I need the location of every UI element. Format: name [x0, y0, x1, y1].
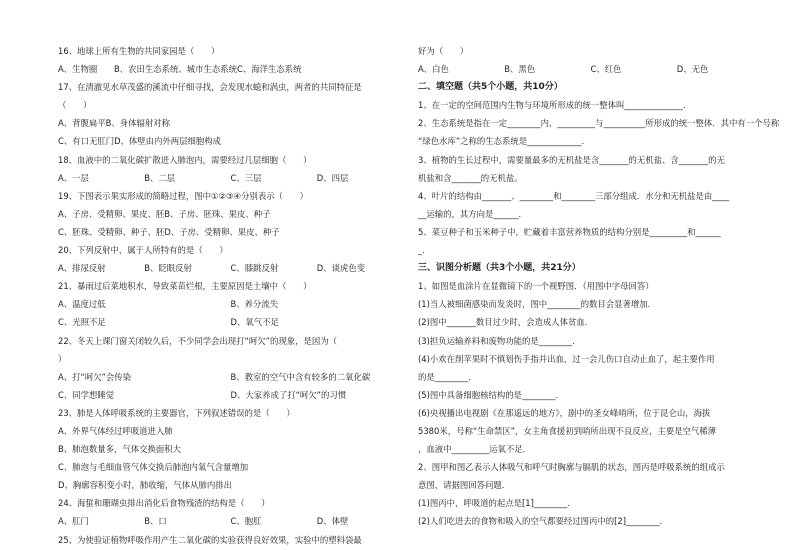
option: B、教室的空气中含有较多的二氧化碳: [230, 371, 371, 382]
question-16-options: A、生物圈 B、农田生态系统、城市生态系统C、海洋生态系统: [58, 64, 302, 75]
fill-question-3: 3、植物的生长过程中，需要量最多的无机盐是含_______的无机盐、含_______的无: [418, 154, 725, 165]
option: A、白色: [418, 64, 449, 75]
option: B、养分流失: [230, 299, 279, 310]
analysis-question-2-part-1: (1)图丙中，呼吸道的起点是[1]________．: [418, 498, 576, 509]
option: B、二层: [144, 172, 176, 183]
fill-question-1: 1、在一定的空间范围内生物与环境所形成的统一整体叫______________．: [418, 100, 692, 111]
analysis-question-1-part-4: (4)小欢在削苹果时不慎划伤手指并出血，过一会儿伤口自动止血了，起主要作用: [418, 353, 715, 364]
question-19-option-c: C、胚珠、受精卵、种子、胚D、子房、受精卵、果皮、种子: [58, 226, 280, 237]
question-23-option-b: B、肺泡数量多，气体交换面积大: [58, 444, 181, 455]
question-18-options: [58, 169, 403, 187]
question-25-continued: 好为（ ）: [418, 46, 469, 56]
option: C、膝跳反射: [230, 263, 279, 274]
question-17-option-a: A、背腹扁平B、身体辐射对称: [58, 118, 170, 129]
analysis-question-1-part-3: (3)担负运输养料和废物功能的是________．: [418, 335, 581, 346]
question-23-option-d: D、胸廓容积变小时，肺收缩，气体从肺内排出: [58, 480, 232, 491]
question-19-option-a: A、子房、受精卵、果皮、胚B、子房、胚珠、果皮、种子: [58, 208, 271, 219]
question-22-options-1: [58, 368, 403, 386]
option: D、氧气不足: [230, 317, 279, 328]
option: C、胞肛: [230, 516, 262, 527]
analysis-question-1-part-6: (6)央视播出电视剧《在那遥远的地方》，剧中的圣女峰哨所，位于昆仑山，海拔: [418, 407, 711, 418]
section-figure-analysis-heading: 三、识图分析题（共3个小题，共21分）: [418, 263, 581, 274]
question-23-option-c: C、肺泡与毛细血管气体交换后肺泡内氧气含量增加: [58, 462, 249, 473]
option: B、眨眼反射: [144, 263, 192, 274]
fill-question-2: 2、生态系统是指在一定________内，_________与__________所形成的统一整体．其中有一个号称: [418, 118, 780, 129]
fill-question-4-continued: __运输的，其方向是______．: [418, 208, 527, 219]
option: A、温度过低: [58, 299, 106, 310]
fill-question-5-continued: _．: [418, 245, 431, 256]
option: A、打“呵欠”会传染: [58, 371, 132, 382]
right-column: [418, 42, 780, 531]
analysis-question-1-part-6-line-2: 5380米，号称“生命禁区”，女主角食援初到哨所出现不良反应，主要是空气稀薄: [418, 425, 716, 436]
option: B、口: [144, 516, 167, 527]
question-22-bracket: ）: [58, 353, 67, 364]
question-20-options: [58, 259, 403, 277]
question-22: 22、冬天上课门窗关闭较久后，不少同学会出现打“呵欠”的现象，是因为（: [58, 335, 337, 346]
option: D、大家养成了打“呵欠”的习惯: [230, 389, 347, 400]
analysis-question-1: 1、如图是血涂片在显微镜下的一个视野图．（用图中字母回答）: [418, 281, 654, 292]
analysis-question-1-part-5: (5)图中具备细胞核结构的是________．: [418, 389, 564, 400]
option: A、一层: [58, 172, 89, 183]
option: C、红色: [590, 64, 622, 75]
question-23: 23、肺是人体呼吸系统的主要器官，下列叙述错误的是（ ）: [58, 407, 295, 418]
question-21-options-2: [58, 313, 403, 331]
question-17-bracket: （ ）: [58, 100, 92, 111]
option: A、排尿反射: [58, 263, 106, 274]
analysis-question-2: 2、图甲和图乙表示人体吸气和呼气时胸廓与膈肌的状态，图丙是呼吸系统的组成示: [418, 462, 725, 473]
analysis-question-1-part-4-continued: 的是________．: [418, 371, 477, 382]
question-21: 21、暴雨过后菜地积水，导致菜苗烂根，主要原因是土壤中（ ）: [58, 281, 312, 292]
question-17: 17、在清澈见水草茂盛的溪流中仔细寻找，会发现水螅和涡虫，两者的共同特征是: [58, 82, 362, 93]
left-column: [58, 42, 403, 549]
question-20: 20、下列反射中，属于人所特有的是（ ）: [58, 245, 228, 256]
analysis-question-1-part-1: (1)当人被细菌感染而发炎时，图中________的数目会显著增加．: [418, 299, 656, 310]
question-23-option-a: A、外界气体经过呼吸道进入肺: [58, 425, 173, 436]
question-24: 24、海蜇和珊瑚虫排出消化后食物残渣的结构是（ ）: [58, 498, 270, 509]
question-25-options: [418, 60, 763, 78]
question-16: 16、地球上所有生物的共同家园是（ ）: [58, 46, 220, 56]
fill-question-4: 4、叶片的结构由_______、________和________三部分组成．水分和无机盐是由____: [418, 190, 730, 201]
option: C、三层: [230, 172, 262, 183]
section-fill-in-heading: 二、填空题（共5个小题，共10分）: [418, 82, 563, 93]
question-19: 19、下图表示果实形成的简略过程，图中①②③④分别表示（ ）: [58, 190, 309, 201]
question-17-option-c: C、有口无肛门D、体壁由内外两层细胞构成: [58, 136, 222, 147]
fill-question-2-continued: “绿色水库”之称的生态系统是_____________．: [418, 136, 590, 147]
question-18: 18、血液中的二氧化碳扩散进入肺泡内，需要经过几层细胞（ ）: [58, 154, 312, 165]
option: C、光照不足: [58, 317, 106, 328]
option: D、谈虎色变: [316, 263, 366, 274]
question-22-options-2: [58, 386, 403, 404]
analysis-question-2-continued: 意图，请据图回答问题．: [418, 480, 511, 491]
option: A、肛门: [58, 516, 89, 527]
fill-question-5: 5、菜豆种子和玉米种子中，贮藏着丰富营养物质的结构分别是_________和______: [418, 226, 721, 237]
question-21-options-1: [58, 295, 403, 313]
option: D、四层: [316, 172, 349, 183]
option: D、体壁: [316, 516, 349, 527]
question-25: 25、为使验证植物呼吸作用产生二氧化碳的实验获得良好效果，实验中的塑料袋最: [58, 534, 362, 545]
analysis-question-2-part-2: (2)人们吃进去的食物和吸入的空气都要经过图丙中的[2]________．: [418, 516, 668, 527]
question-24-options: [58, 512, 403, 530]
option: D、无色: [676, 64, 709, 75]
analysis-question-1-part-2: (2)图中_______数目过少时，会造成人体贫血．: [418, 317, 594, 328]
fill-question-3-continued: 机盐和含_______的无机盐。: [418, 172, 523, 183]
analysis-question-1-part-6-line-3: ，血液中_________运氧不足．: [418, 444, 532, 455]
option: C、同学想睡觉: [58, 389, 115, 400]
option: B、黑色: [504, 64, 536, 75]
